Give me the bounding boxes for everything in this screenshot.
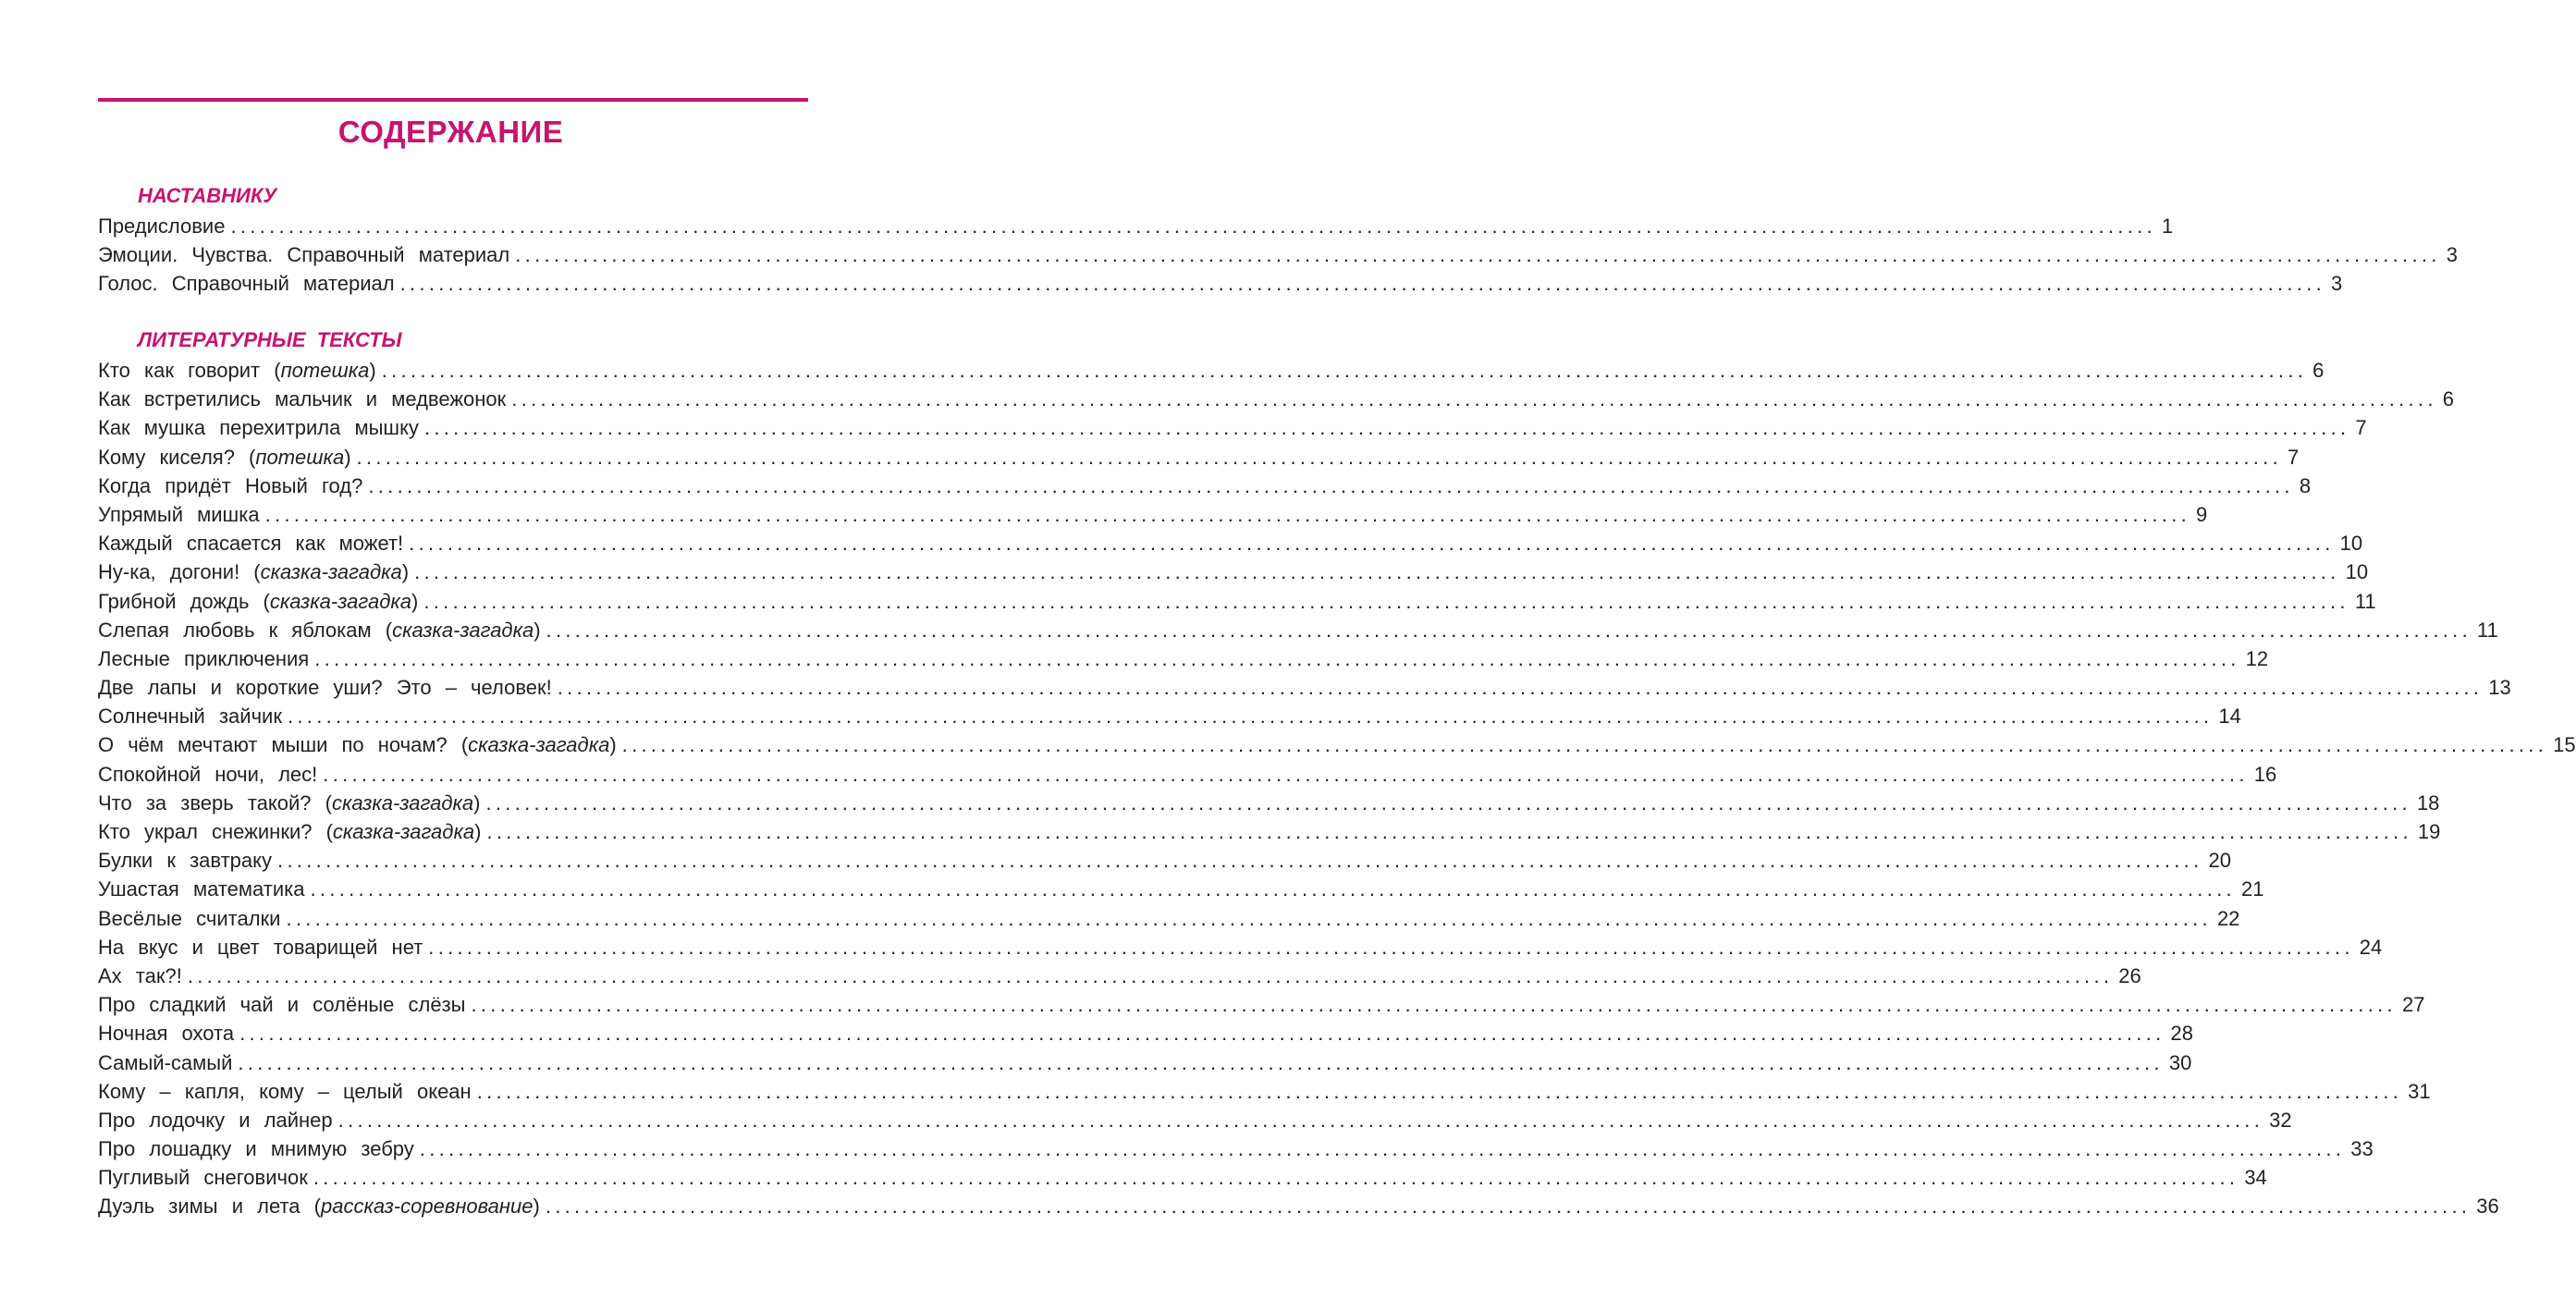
toc-entry-page-number: 30 <box>2168 1050 2192 1074</box>
dot-leader: ........................................................................................................................................................................................................ <box>381 359 2308 382</box>
toc-entry-page-number: 8 <box>2299 473 2312 497</box>
dot-leader: ........................................................................................................................................................................................................ <box>264 502 2191 526</box>
toc-entry-text: На вкус и цвет товарищей нет <box>98 935 423 959</box>
toc-entry-title <box>98 557 409 586</box>
dot-leader: ........................................................................................................................................................................................................ <box>546 618 2472 642</box>
page-title: СОДЕРЖАНИЕ <box>337 115 564 149</box>
toc-entry-title <box>98 990 465 1019</box>
toc-entry-title <box>98 702 282 730</box>
toc-entry-page-number: 36 <box>2476 1195 2499 1219</box>
toc-entry-title <box>98 875 305 903</box>
toc-list-literary-texts <box>98 356 2576 1221</box>
toc-entry[interactable] <box>98 1077 2431 1106</box>
toc-entry-closing-paren: ) <box>534 618 541 642</box>
toc-entry-title <box>98 1048 232 1077</box>
toc-entry-title <box>98 240 509 269</box>
toc-entry-text: Дуэль зимы и лета ( <box>98 1195 321 1219</box>
dot-leader: ........................................................................................................................................................................................................ <box>423 416 2350 440</box>
dot-leader: ........................................................................................................................................................................................................ <box>286 906 2212 930</box>
toc-entry[interactable] <box>98 587 2376 616</box>
toc-entry-text: О чём мечтают мыши по ночам? ( <box>98 733 469 757</box>
dot-leader: ........................................................................................................................................................................................................ <box>485 790 2411 815</box>
dot-leader: ........................................................................................................................................................................................................ <box>409 532 2335 556</box>
dot-leader: ........................................................................................................................................................................................................ <box>277 849 2203 873</box>
toc-entry-text: Когда придёт Новый год? <box>98 473 363 497</box>
toc-entry-title <box>98 1134 414 1163</box>
toc-entry-text: Спокойной ночи, лес! <box>98 762 318 786</box>
toc-entry-title <box>98 904 280 933</box>
toc-entry-page-number: 21 <box>2240 877 2264 901</box>
toc-entry-text: Как мушка перехитрила мышку <box>98 416 419 440</box>
dot-leader: ........................................................................................................................................................................................................ <box>187 963 2114 987</box>
toc-entry[interactable] <box>98 616 2498 644</box>
toc-entry-page-number: 3 <box>2446 243 2458 267</box>
toc-entry-page-number: 20 <box>2208 849 2231 873</box>
top-rule <box>98 98 808 102</box>
toc-entry-title <box>98 789 480 817</box>
toc-entry-text: Булки к завтраку <box>98 849 273 873</box>
toc-entry[interactable] <box>98 846 2231 875</box>
toc-entry-text: Солнечный зайчик <box>98 705 282 729</box>
toc-entry-title <box>98 846 272 875</box>
dot-leader: ........................................................................................................................................................................................................ <box>314 646 2240 670</box>
toc-entry-text: Каждый спасается как может! <box>98 532 404 556</box>
toc-entry-title <box>98 817 481 846</box>
toc-entry-text: Про сладкий чай и солёные слёзы <box>98 993 466 1017</box>
dot-leader: ........................................................................................................................................................................................................ <box>399 272 2326 296</box>
toc-entry[interactable] <box>98 730 2576 759</box>
dot-leader: ........................................................................................................................................................................................................ <box>238 1050 2164 1074</box>
toc-entry-page-number: 22 <box>2216 906 2240 930</box>
toc-entry-page-number: 10 <box>2339 532 2363 556</box>
toc-entry-title <box>98 730 617 759</box>
toc-entry[interactable] <box>98 557 2369 586</box>
toc-entry-title <box>98 356 376 385</box>
toc-entry[interactable] <box>98 356 2325 385</box>
dot-leader: ........................................................................................................................................................................................................ <box>515 243 2441 267</box>
dot-leader: ........................................................................................................................................................................................................ <box>323 762 2249 786</box>
toc-entry-title <box>98 1163 308 1192</box>
toc-entry-title <box>98 443 351 472</box>
toc-entry[interactable] <box>98 472 2312 500</box>
toc-entry-text: Про лодочку и лайнер <box>98 1108 333 1132</box>
toc-entry[interactable] <box>98 240 2458 269</box>
toc-entry-page-number: 24 <box>2359 935 2383 959</box>
toc-entry-page-number: 15 <box>2553 733 2576 757</box>
toc-entry[interactable] <box>98 673 2511 702</box>
toc-entry-page-number: 13 <box>2488 676 2511 700</box>
toc-entry-title <box>98 760 317 789</box>
toc-entry[interactable] <box>98 529 2363 557</box>
toc-entry-genre-note: сказка-загадка <box>332 820 475 843</box>
dot-leader: ........................................................................................................................................................................................................ <box>419 1137 2346 1161</box>
toc-entry-title <box>98 587 418 616</box>
toc-entry-text: Ну-ка, догони! ( <box>98 560 261 584</box>
toc-entry-closing-paren: ) <box>533 1195 540 1219</box>
toc-entry-page-number: 6 <box>2442 387 2455 411</box>
toc-entry[interactable] <box>98 500 2208 529</box>
section-heading-mentor: НАСТАВНИКУ <box>138 184 277 207</box>
toc-entry-closing-paren: ) <box>401 560 410 584</box>
toc-entry-title <box>98 673 552 702</box>
dot-leader: ........................................................................................................................................................................................................ <box>368 473 2294 497</box>
toc-entry-page-number: 3 <box>2331 272 2343 296</box>
toc-entry-genre-note: сказка-загадка <box>392 618 534 642</box>
dot-leader: ........................................................................................................................................................................................................ <box>423 589 2349 613</box>
dot-leader: ........................................................................................................................................................................................................ <box>310 877 2236 901</box>
toc-entry-genre-note: сказка-загадка <box>331 790 474 815</box>
toc-entry-text: Ночная охота <box>98 1022 235 1046</box>
toc-entry-text: Предисловие <box>98 214 226 238</box>
dot-leader: ........................................................................................................................................................................................................ <box>621 733 2548 757</box>
toc-entry-text: Лесные приключения <box>98 646 310 670</box>
toc-entry[interactable] <box>98 702 2241 730</box>
toc-entry[interactable] <box>98 817 2441 846</box>
toc-entry-text: Ах так?! <box>98 963 182 987</box>
toc-entry-text: Про лошадку и мнимую зебру <box>98 1137 414 1161</box>
toc-entry-closing-paren: ) <box>473 790 481 815</box>
toc-entry-text: Грибной дождь ( <box>98 589 270 613</box>
toc-entry-page-number: 26 <box>2118 963 2141 987</box>
toc-entry-page-number: 31 <box>2408 1079 2431 1103</box>
toc-entry-text: Весёлые считалки <box>98 906 281 930</box>
toc-entry-page-number: 14 <box>2218 705 2241 729</box>
toc-entry-page-number: 9 <box>2196 502 2208 526</box>
toc-entry[interactable] <box>98 904 2240 933</box>
toc-entry-genre-note: потешка <box>280 359 370 382</box>
toc-entry-page-number: 16 <box>2253 762 2277 786</box>
toc-entry[interactable] <box>98 933 2383 962</box>
toc-entry-page-number: 7 <box>2355 416 2367 440</box>
toc-entry-page-number: 19 <box>2417 820 2441 843</box>
toc-entry-title <box>98 385 506 413</box>
toc-entry-text: Как встретились мальчик и медвежонок <box>98 387 507 411</box>
toc-entry[interactable] <box>98 443 2300 472</box>
toc-entry-closing-paren: ) <box>411 589 419 613</box>
toc-entry-text: Самый-самый <box>98 1050 233 1074</box>
toc-entry-text: Кто украл снежинки? ( <box>98 820 333 843</box>
toc-entry-title <box>98 1077 472 1106</box>
toc-entry-genre-note: сказка-загадка <box>260 560 402 584</box>
dot-leader: ........................................................................................................................................................................................................ <box>230 214 2156 238</box>
toc-entry-title <box>98 500 260 529</box>
toc-entry-text: Пугливый снеговичок <box>98 1166 308 1190</box>
toc-entry[interactable] <box>98 212 2174 240</box>
toc-entry-text: Слепая любовь к яблокам ( <box>98 618 393 642</box>
toc-entry-title <box>98 472 362 500</box>
toc-entry-title <box>98 529 403 557</box>
toc-entry-text: Две лапы и короткие уши? Это – человек! <box>98 676 552 700</box>
dot-leader: ........................................................................................................................................................................................................ <box>428 935 2354 959</box>
toc-entry-page-number: 32 <box>2269 1108 2292 1132</box>
toc-entry-page-number: 11 <box>2354 589 2376 613</box>
toc-entry-page-number: 28 <box>2170 1022 2194 1046</box>
toc-entry-text: Эмоции. Чувства. Справочный материал <box>98 243 510 267</box>
dot-leader: ........................................................................................................................................................................................................ <box>471 993 2397 1017</box>
toc-entry-title <box>98 644 309 673</box>
toc-entry-page-number: 27 <box>2401 993 2425 1017</box>
toc-entry-title <box>98 1019 234 1048</box>
toc-entry[interactable] <box>98 1163 2267 1192</box>
dot-leader: ........................................................................................................................................................................................................ <box>337 1108 2264 1132</box>
section-heading-literary-texts: ЛИТЕРАТУРНЫЕ ТЕКСТЫ <box>138 328 402 351</box>
toc-entry-title <box>98 933 423 962</box>
toc-entry-title <box>98 616 541 644</box>
dot-leader: ........................................................................................................................................................................................................ <box>287 705 2214 729</box>
toc-entry[interactable] <box>98 1019 2194 1048</box>
toc-entry-page-number: 18 <box>2416 790 2440 815</box>
dot-leader: ........................................................................................................................................................................................................ <box>511 387 2437 411</box>
dot-leader: ........................................................................................................................................................................................................ <box>356 445 2282 469</box>
toc-entry-title <box>98 413 419 442</box>
toc-entry-title <box>98 962 182 990</box>
toc-entry[interactable] <box>98 990 2425 1019</box>
toc-entry-genre-note: сказка-загадка <box>269 589 412 613</box>
toc-entry-genre-note: сказка-загадка <box>468 733 610 757</box>
toc-entry-genre-note: рассказ-соревнование <box>320 1195 534 1219</box>
toc-entry[interactable] <box>98 1192 2499 1220</box>
dot-leader: ........................................................................................................................................................................................................ <box>239 1022 2165 1046</box>
toc-entry-title <box>98 269 395 298</box>
toc-entry[interactable] <box>98 962 2141 990</box>
toc-list-mentor <box>98 212 2458 299</box>
toc-entry-title <box>98 212 225 240</box>
toc-entry-title <box>98 1106 333 1134</box>
toc-entry[interactable] <box>98 875 2264 903</box>
toc-entry-page-number: 10 <box>2345 560 2369 584</box>
toc-entry-closing-paren: ) <box>344 445 351 469</box>
toc-entry-text: Что за зверь такой? ( <box>98 790 332 815</box>
toc-entry-text: Кому киселя? ( <box>98 445 256 469</box>
toc-entry[interactable] <box>98 1106 2292 1134</box>
toc-entry[interactable] <box>98 644 2269 673</box>
toc-entry-closing-paren: ) <box>369 359 376 382</box>
dot-leader: ........................................................................................................................................................................................................ <box>486 820 2412 843</box>
toc-entry-page-number: 12 <box>2245 646 2269 670</box>
toc-entry-text: Ушастая математика <box>98 877 305 901</box>
toc-entry[interactable] <box>98 760 2277 789</box>
dot-leader: ........................................................................................................................................................................................................ <box>545 1195 2472 1219</box>
toc-entry[interactable] <box>98 413 2367 442</box>
toc-entry-title <box>98 1192 540 1220</box>
toc-entry-page-number: 33 <box>2350 1137 2374 1161</box>
toc-entry-text: Голос. Справочный материал <box>98 272 395 296</box>
toc-entry-text: Кто как говорит ( <box>98 359 281 382</box>
dot-leader: ........................................................................................................................................................................................................ <box>313 1166 2239 1190</box>
toc-entry[interactable] <box>98 269 2343 298</box>
toc-entry-text: Кому – капля, кому – целый океан <box>98 1079 472 1103</box>
toc-entry-closing-paren: ) <box>609 733 617 757</box>
dot-leader: ........................................................................................................................................................................................................ <box>414 560 2340 584</box>
toc-entry[interactable] <box>98 789 2440 817</box>
toc-entry-page-number: 6 <box>2312 359 2325 382</box>
toc-entry[interactable] <box>98 1048 2192 1077</box>
toc-entry-text: Упрямый мишка <box>98 502 260 526</box>
toc-entry[interactable] <box>98 385 2455 413</box>
toc-entry-closing-paren: ) <box>474 820 482 843</box>
toc-entry[interactable] <box>98 1134 2374 1163</box>
toc-entry-genre-note: потешка <box>255 445 345 469</box>
dot-leader: ........................................................................................................................................................................................................ <box>476 1079 2403 1103</box>
toc-entry-page-number: 7 <box>2287 445 2300 469</box>
toc-entry-page-number: 11 <box>2477 618 2498 642</box>
toc-entry-page-number: 1 <box>2161 214 2174 238</box>
dot-leader: ........................................................................................................................................................................................................ <box>557 676 2484 700</box>
toc-entry-page-number: 34 <box>2244 1166 2267 1190</box>
